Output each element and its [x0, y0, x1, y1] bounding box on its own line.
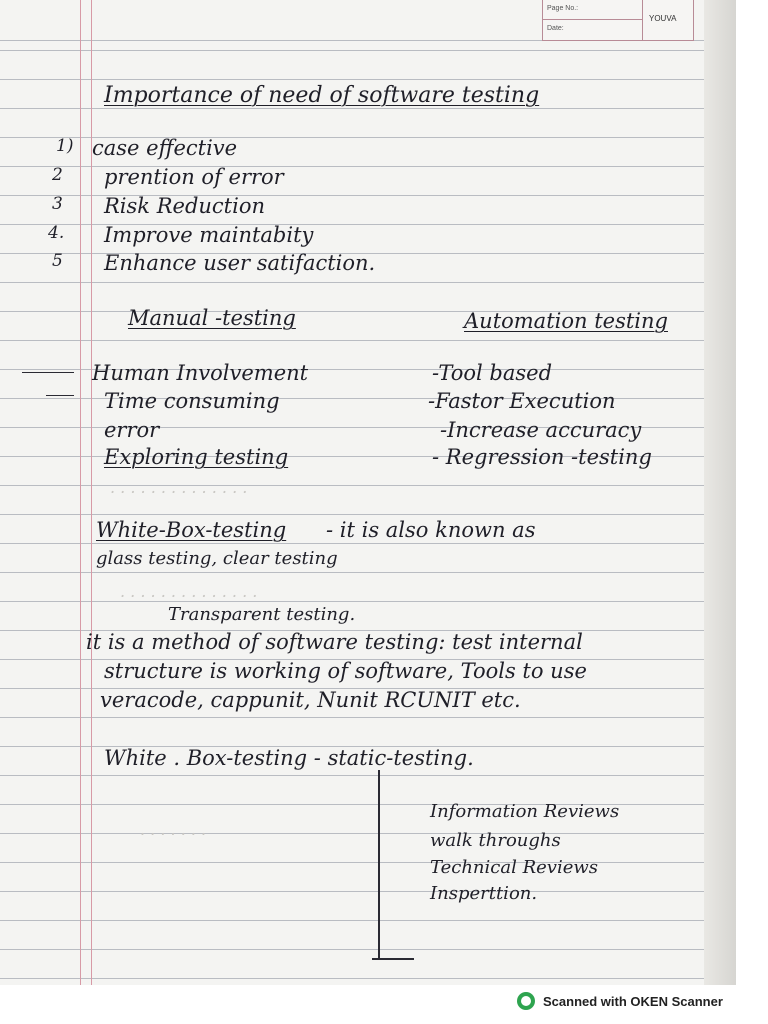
list-number: 1): [56, 136, 74, 156]
whitebox-text: Transparent testing.: [168, 604, 356, 625]
comparison-left: Exploring testing: [104, 445, 289, 469]
page-edge-shadow: [704, 0, 736, 985]
arrow-icon: [22, 372, 74, 373]
bleed-through-text: . . . . . . . . . . . . . .: [120, 582, 258, 601]
list-number: 3: [52, 194, 63, 214]
page-header-stamp: [542, 0, 694, 41]
scanner-watermark: [517, 990, 723, 1012]
list-number: 2: [52, 165, 63, 185]
page-title: Importance of need of software testing: [104, 83, 540, 108]
bracket-line: [378, 770, 380, 960]
section-heading-whitebox: White-Box-testing: [96, 518, 287, 542]
stamp-divider: [543, 19, 642, 20]
comparison-right: -Fastor Execution: [428, 389, 616, 413]
static-testing-line: White . Box-testing - static-testing.: [104, 746, 474, 770]
scanner-watermark-text: Scanned with OKEN Scanner: [543, 993, 723, 1009]
list-item: Enhance user satifaction.: [104, 251, 376, 275]
static-item: Information Reviews: [430, 801, 620, 822]
bleed-through-text: . . . . . . . . . . . . . .: [110, 478, 248, 497]
comparison-right: -Increase accuracy: [440, 418, 642, 442]
bracket-line: [372, 958, 414, 960]
page-no-label: Page No.:: [547, 5, 579, 12]
brand-logo-text: YOUVA: [649, 14, 677, 23]
list-item: Improve maintabity: [104, 223, 314, 247]
list-number: 5: [52, 251, 63, 271]
list-item: prention of error: [104, 165, 284, 189]
column-header-automation: Automation testing: [464, 309, 668, 333]
static-item: walk throughs: [430, 830, 561, 851]
margin-line: [80, 0, 81, 985]
whitebox-text: it is a method of software testing: test internal: [86, 630, 583, 654]
comparison-right: -Tool based: [432, 361, 553, 385]
column-header-manual: Manual -testing: [128, 306, 296, 330]
comparison-left: error: [104, 418, 160, 442]
scanner-logo-icon: [517, 992, 535, 1010]
static-item: Technical Reviews: [430, 857, 599, 878]
whitebox-text: - it is also known as: [326, 518, 536, 542]
static-item: Insperttion.: [430, 883, 538, 904]
whitebox-text: glass testing, clear testing: [96, 548, 338, 569]
list-item: case effective: [92, 136, 238, 160]
comparison-right: - Regression -testing: [432, 445, 652, 469]
list-item: Risk Reduction: [104, 194, 265, 218]
comparison-left: Time consuming: [104, 389, 280, 413]
whitebox-text: structure is working of software, Tools to use: [104, 659, 587, 683]
list-number: 4.: [48, 223, 65, 243]
whitebox-text: veracode, cappunit, Nunit RCUNIT etc.: [100, 688, 521, 712]
dash-mark: [46, 395, 74, 396]
bleed-through-text: . . . . . . .: [140, 820, 207, 839]
comparison-left: Human Involvement: [92, 361, 309, 385]
date-label: Date:: [547, 25, 564, 32]
stamp-divider: [642, 0, 643, 40]
